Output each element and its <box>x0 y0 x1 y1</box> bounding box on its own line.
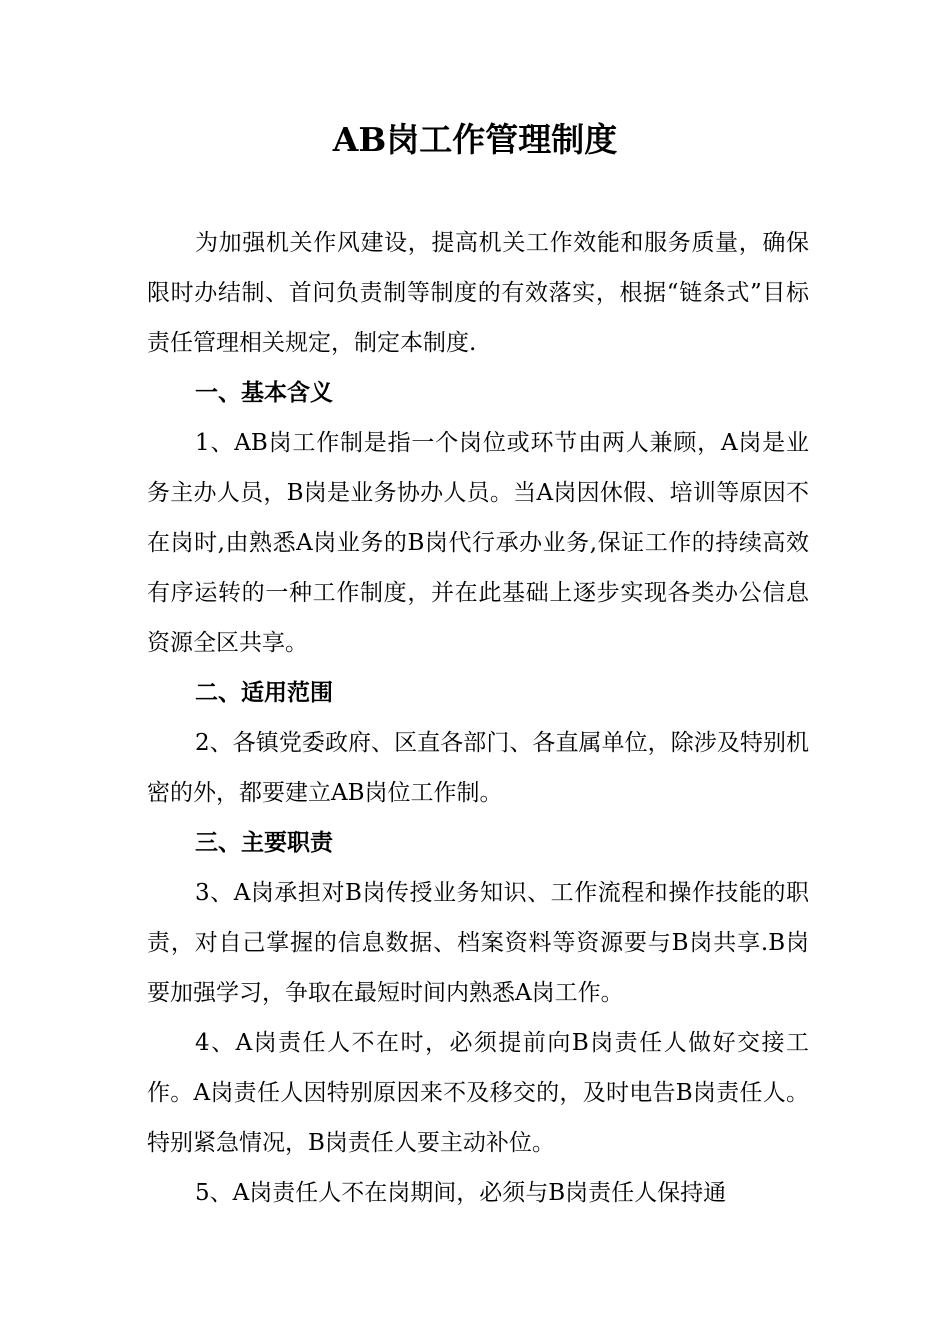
clause-paragraph-1: 1、AB岗工作制是指一个岗位或环节由两人兼顾，A岗是业务主办人员，B岗是业务协办人员。当A岗因休假、培训等原因不在岗时,由熟悉A岗业务的B岗代行承办业务,保证工作的持续高效有序运转的一种工作制度，并在此基础上逐步实现各类办公信息资源全区共享。 <box>147 430 809 656</box>
section-heading-scope: 二、适用范围 <box>195 680 333 706</box>
clause-paragraph-2: 2、各镇党委政府、区直各部门、各直属单位，除涉及特别机密的外，都要建立AB岗位工作制。 <box>147 730 809 806</box>
clause-paragraph-5: 5、A岗责任人不在岗期间，必须与B岗责任人保持通 <box>195 1180 727 1206</box>
section-heading-basic-meaning: 一、基本含义 <box>195 380 333 406</box>
clause-paragraph-3: 3、A岗承担对B岗传授业务知识、工作流程和操作技能的职责，对自己掌握的信息数据、档案资料等资源要与B岗共享.B岗要加强学习，争取在最短时间内熟悉A岗工作。 <box>147 880 809 1006</box>
document-title: AB岗工作管理制度 <box>332 120 618 159</box>
clause-paragraph-4: 4、A岗责任人不在时，必须提前向B岗责任人做好交接工作。A岗责任人因特别原因来不及移交的，及时电告B岗责任人。特别紧急情况，B岗责任人要主动补位。 <box>147 1030 809 1156</box>
section-heading-duties: 三、主要职责 <box>195 830 333 856</box>
document-body <box>147 218 809 1218</box>
intro-paragraph: 为加强机关作风建设，提高机关工作效能和服务质量，确保限时办结制、首问负责制等制度的有效落实，根据“链条式”目标责任管理相关规定，制定本制度. <box>147 230 809 356</box>
